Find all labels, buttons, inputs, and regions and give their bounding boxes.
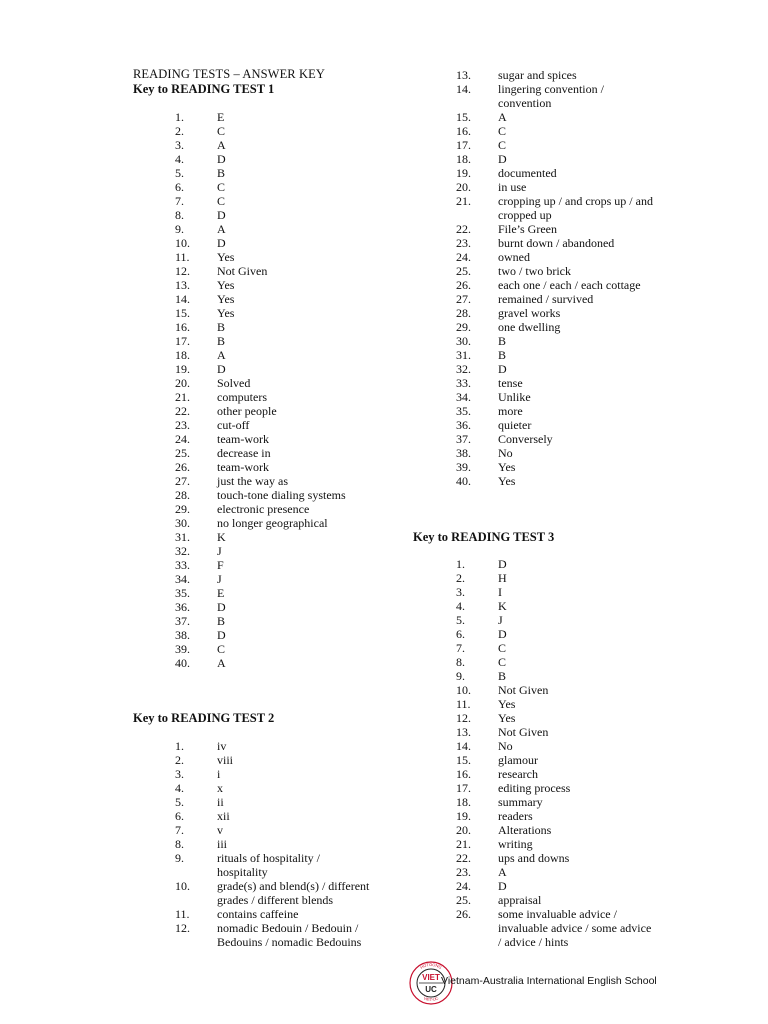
answer-text: Yes bbox=[498, 474, 516, 488]
question-number: 16. bbox=[456, 767, 471, 781]
answer-text: Bedouins / nomadic Bedouins bbox=[217, 935, 362, 949]
answer-text: I bbox=[498, 585, 502, 599]
question-number: 26. bbox=[456, 907, 471, 921]
answer-text: B bbox=[217, 334, 226, 348]
answer-text: C bbox=[217, 194, 226, 208]
question-number: 24. bbox=[456, 250, 471, 264]
answer-text: iv bbox=[217, 739, 227, 753]
answer-text: other people bbox=[217, 404, 277, 418]
question-number: 34. bbox=[175, 572, 190, 586]
question-number: 6. bbox=[456, 627, 465, 641]
question-number: 20. bbox=[175, 376, 190, 390]
answer-text: Yes bbox=[217, 278, 235, 292]
question-number: 7. bbox=[175, 823, 184, 837]
question-number: 5. bbox=[175, 166, 184, 180]
question-number: 18. bbox=[456, 795, 471, 809]
question-number: 31. bbox=[175, 530, 190, 544]
question-number: 36. bbox=[456, 418, 471, 432]
answer-text: grade(s) and blend(s) / different bbox=[217, 879, 370, 893]
answer-text: glamour bbox=[498, 753, 538, 767]
answer-text: Yes bbox=[498, 460, 516, 474]
question-number: 15. bbox=[456, 110, 471, 124]
question-number: 11. bbox=[175, 250, 190, 264]
answer-text: cut-off bbox=[217, 418, 250, 432]
answer-text: burnt down / abandoned bbox=[498, 236, 615, 250]
question-number: 1. bbox=[175, 110, 184, 124]
answer-text: cropped up bbox=[498, 208, 552, 222]
answer-text: J bbox=[498, 613, 503, 627]
document-title: READING TESTS – ANSWER KEY bbox=[133, 67, 325, 81]
answer-text: A bbox=[217, 138, 226, 152]
question-number: 18. bbox=[456, 152, 471, 166]
answer-text: summary bbox=[498, 795, 543, 809]
question-number: 5. bbox=[175, 795, 184, 809]
question-number: 20. bbox=[456, 180, 471, 194]
question-number: 6. bbox=[175, 180, 184, 194]
question-number: 2. bbox=[175, 753, 184, 767]
answer-text: some invaluable advice / bbox=[498, 907, 617, 921]
answer-text: B bbox=[217, 614, 226, 628]
answer-text: A bbox=[498, 110, 507, 124]
answer-text: A bbox=[217, 348, 226, 362]
answer-text: B bbox=[217, 320, 226, 334]
answer-text: C bbox=[217, 642, 226, 656]
question-number: 19. bbox=[456, 166, 471, 180]
answer-text: K bbox=[498, 599, 507, 613]
answer-text: quieter bbox=[498, 418, 532, 432]
question-number: 13. bbox=[456, 725, 471, 739]
answer-text: No bbox=[498, 739, 513, 753]
question-number: 31. bbox=[456, 348, 471, 362]
question-number: 33. bbox=[175, 558, 190, 572]
question-number: 19. bbox=[175, 362, 190, 376]
answer-text: B bbox=[498, 334, 507, 348]
answer-text: editing process bbox=[498, 781, 571, 795]
question-number: 4. bbox=[175, 781, 184, 795]
question-number: 39. bbox=[175, 642, 190, 656]
answer-text: remained / survived bbox=[498, 292, 594, 306]
question-number: 12. bbox=[175, 921, 190, 935]
answer-text: B bbox=[498, 348, 507, 362]
logo-ring-top: HOTOONG bbox=[419, 961, 443, 970]
answer-text: B bbox=[498, 669, 507, 683]
answer-text: viii bbox=[217, 753, 234, 767]
question-number: 40. bbox=[175, 656, 190, 670]
answer-text: readers bbox=[498, 809, 533, 823]
answer-text: rituals of hospitality / bbox=[217, 851, 320, 865]
answer-text: hospitality bbox=[217, 865, 268, 879]
question-number: 22. bbox=[456, 222, 471, 236]
answer-text: Solved bbox=[217, 376, 251, 390]
answer-text: C bbox=[498, 138, 507, 152]
question-number: 23. bbox=[175, 418, 190, 432]
question-number: 10. bbox=[175, 879, 190, 893]
answer-text: D bbox=[498, 879, 507, 893]
answer-text: convention bbox=[498, 96, 552, 110]
question-number: 27. bbox=[456, 292, 471, 306]
question-number: 3. bbox=[175, 138, 184, 152]
answer-text: D bbox=[498, 362, 507, 376]
question-number: 8. bbox=[175, 208, 184, 222]
answer-text: A bbox=[217, 656, 226, 670]
section-heading-test2: Key to READING TEST 2 bbox=[133, 711, 275, 725]
question-number: 38. bbox=[175, 628, 190, 642]
answer-text: gravel works bbox=[498, 306, 561, 320]
answer-text: just the way as bbox=[217, 474, 288, 488]
question-number: 9. bbox=[456, 669, 465, 683]
answer-text: C bbox=[498, 655, 507, 669]
answer-text: D bbox=[217, 208, 226, 222]
answer-text: research bbox=[498, 767, 538, 781]
answer-text: invaluable advice / some advice bbox=[498, 921, 652, 935]
question-number: 21. bbox=[456, 837, 471, 851]
question-number: 29. bbox=[456, 320, 471, 334]
question-number: 21. bbox=[456, 194, 471, 208]
answer-text: team-work bbox=[217, 432, 269, 446]
question-number: 10. bbox=[175, 236, 190, 250]
answer-text: A bbox=[217, 222, 226, 236]
question-number: 5. bbox=[456, 613, 465, 627]
question-number: 22. bbox=[456, 851, 471, 865]
question-number: 17. bbox=[456, 138, 471, 152]
logo-text-bottom: UC bbox=[425, 985, 437, 994]
question-number: 35. bbox=[456, 404, 471, 418]
answer-text: H bbox=[498, 571, 507, 585]
answer-text: Unlike bbox=[498, 390, 531, 404]
answer-text: Yes bbox=[217, 250, 235, 264]
section-heading-test3: Key to READING TEST 3 bbox=[413, 530, 555, 544]
question-number: 7. bbox=[175, 194, 184, 208]
question-number: 24. bbox=[175, 432, 190, 446]
answer-text: Alterations bbox=[498, 823, 552, 837]
answer-text: A bbox=[498, 865, 507, 879]
answer-text: no longer geographical bbox=[217, 516, 328, 530]
answer-text: owned bbox=[498, 250, 530, 264]
answer-text: C bbox=[498, 124, 507, 138]
question-number: 9. bbox=[175, 222, 184, 236]
answer-text: E bbox=[217, 586, 225, 600]
question-number: 35. bbox=[175, 586, 190, 600]
answer-text: Not Given bbox=[498, 725, 549, 739]
question-number: 26. bbox=[456, 278, 471, 292]
question-number: 17. bbox=[175, 334, 190, 348]
school-footer bbox=[408, 960, 658, 1006]
question-number: 40. bbox=[456, 474, 471, 488]
question-number: 30. bbox=[456, 334, 471, 348]
answer-text: B bbox=[217, 166, 226, 180]
answer-text: Yes bbox=[217, 306, 235, 320]
question-number: 10. bbox=[456, 683, 471, 697]
answer-text: xii bbox=[217, 809, 230, 823]
question-number: 4. bbox=[456, 599, 465, 613]
question-number: 7. bbox=[456, 641, 465, 655]
question-number: 4. bbox=[175, 152, 184, 166]
answer-text: E bbox=[217, 110, 225, 124]
question-number: 12. bbox=[175, 264, 190, 278]
question-number: 8. bbox=[456, 655, 465, 669]
section-heading-test1: Key to READING TEST 1 bbox=[133, 82, 275, 96]
answer-text: K bbox=[217, 530, 226, 544]
answer-text: C bbox=[217, 124, 226, 138]
question-number: 33. bbox=[456, 376, 471, 390]
question-number: 34. bbox=[456, 390, 471, 404]
question-number: 1. bbox=[175, 739, 184, 753]
answer-text: No bbox=[498, 446, 513, 460]
answer-text: Yes bbox=[217, 292, 235, 306]
question-number: 1. bbox=[456, 557, 465, 571]
answer-text: D bbox=[217, 628, 226, 642]
question-number: 37. bbox=[456, 432, 471, 446]
question-number: 22. bbox=[175, 404, 190, 418]
question-number: 28. bbox=[175, 488, 190, 502]
question-number: 18. bbox=[175, 348, 190, 362]
answer-text: D bbox=[217, 362, 226, 376]
answer-text: J bbox=[217, 544, 222, 558]
answer-text: writing bbox=[498, 837, 533, 851]
question-number: 28. bbox=[456, 306, 471, 320]
answer-text: ii bbox=[217, 795, 224, 809]
answer-text: tense bbox=[498, 376, 523, 390]
answer-text: appraisal bbox=[498, 893, 542, 907]
answer-text: D bbox=[217, 600, 226, 614]
question-number: 3. bbox=[175, 767, 184, 781]
answer-text: i bbox=[217, 767, 221, 781]
question-number: 13. bbox=[456, 68, 471, 82]
question-number: 14. bbox=[456, 82, 471, 96]
answer-text: each one / each / each cottage bbox=[498, 278, 641, 292]
answer-text: decrease in bbox=[217, 446, 271, 460]
answer-text: lingering convention / bbox=[498, 82, 604, 96]
answer-text: iii bbox=[217, 837, 228, 851]
question-number: 13. bbox=[175, 278, 190, 292]
question-number: 32. bbox=[175, 544, 190, 558]
answer-text: x bbox=[217, 781, 223, 795]
answer-text: one dwelling bbox=[498, 320, 561, 334]
answer-text: Not Given bbox=[498, 683, 549, 697]
question-number: 38. bbox=[456, 446, 471, 460]
answer-text: C bbox=[498, 641, 507, 655]
answer-text: cropping up / and crops up / and bbox=[498, 194, 653, 208]
question-number: 25. bbox=[456, 893, 471, 907]
question-number: 23. bbox=[456, 236, 471, 250]
question-number: 27. bbox=[175, 474, 190, 488]
answer-text: contains caffeine bbox=[217, 907, 299, 921]
question-number: 14. bbox=[175, 292, 190, 306]
answer-text: grades / different blends bbox=[217, 893, 334, 907]
answer-text: D bbox=[498, 152, 507, 166]
question-number: 21. bbox=[175, 390, 190, 404]
question-number: 2. bbox=[456, 571, 465, 585]
logo-text-top: VIET bbox=[422, 973, 440, 982]
answer-text: F bbox=[217, 558, 224, 572]
answer-text: v bbox=[217, 823, 223, 837]
answer-text: team-work bbox=[217, 460, 269, 474]
question-number: 14. bbox=[456, 739, 471, 753]
answer-text: File’s Green bbox=[498, 222, 557, 236]
answer-text: C bbox=[217, 180, 226, 194]
answer-text: ups and downs bbox=[498, 851, 570, 865]
question-number: 11. bbox=[175, 907, 190, 921]
question-number: 19. bbox=[456, 809, 471, 823]
question-number: 9. bbox=[175, 851, 184, 865]
logo-ring-bottom: VIET-UC bbox=[422, 995, 440, 1003]
answer-text: Yes bbox=[498, 711, 516, 725]
question-number: 20. bbox=[456, 823, 471, 837]
question-number: 17. bbox=[456, 781, 471, 795]
question-number: 23. bbox=[456, 865, 471, 879]
question-number: 8. bbox=[175, 837, 184, 851]
question-number: 39. bbox=[456, 460, 471, 474]
answer-text: nomadic Bedouin / Bedouin / bbox=[217, 921, 359, 935]
question-number: 2. bbox=[175, 124, 184, 138]
question-number: 26. bbox=[175, 460, 190, 474]
answer-text: Conversely bbox=[498, 432, 553, 446]
answer-text: D bbox=[217, 236, 226, 250]
question-number: 3. bbox=[456, 585, 465, 599]
answer-text: two / two brick bbox=[498, 264, 571, 278]
answer-text: D bbox=[498, 627, 507, 641]
question-number: 11. bbox=[456, 697, 471, 711]
question-number: 29. bbox=[175, 502, 190, 516]
answer-text: documented bbox=[498, 166, 557, 180]
question-number: 30. bbox=[175, 516, 190, 530]
question-number: 6. bbox=[175, 809, 184, 823]
answer-text: in use bbox=[498, 180, 527, 194]
answer-text: / advice / hints bbox=[498, 935, 569, 949]
answer-text: sugar and spices bbox=[498, 68, 577, 82]
question-number: 12. bbox=[456, 711, 471, 725]
answer-text: D bbox=[217, 152, 226, 166]
answer-text: J bbox=[217, 572, 222, 586]
question-number: 25. bbox=[175, 446, 190, 460]
question-number: 36. bbox=[175, 600, 190, 614]
question-number: 16. bbox=[456, 124, 471, 138]
question-number: 15. bbox=[175, 306, 190, 320]
question-number: 25. bbox=[456, 264, 471, 278]
question-number: 16. bbox=[175, 320, 190, 334]
question-number: 15. bbox=[456, 753, 471, 767]
answer-text: Yes bbox=[498, 697, 516, 711]
answer-text: computers bbox=[217, 390, 267, 404]
answer-text: Not Given bbox=[217, 264, 268, 278]
answer-text: touch-tone dialing systems bbox=[217, 488, 346, 502]
answer-text: more bbox=[498, 404, 523, 418]
answer-text: electronic presence bbox=[217, 502, 310, 516]
question-number: 37. bbox=[175, 614, 190, 628]
school-name: Vietnam-Australia International English School bbox=[441, 975, 657, 987]
question-number: 32. bbox=[456, 362, 471, 376]
answer-text: D bbox=[498, 557, 507, 571]
question-number: 24. bbox=[456, 879, 471, 893]
